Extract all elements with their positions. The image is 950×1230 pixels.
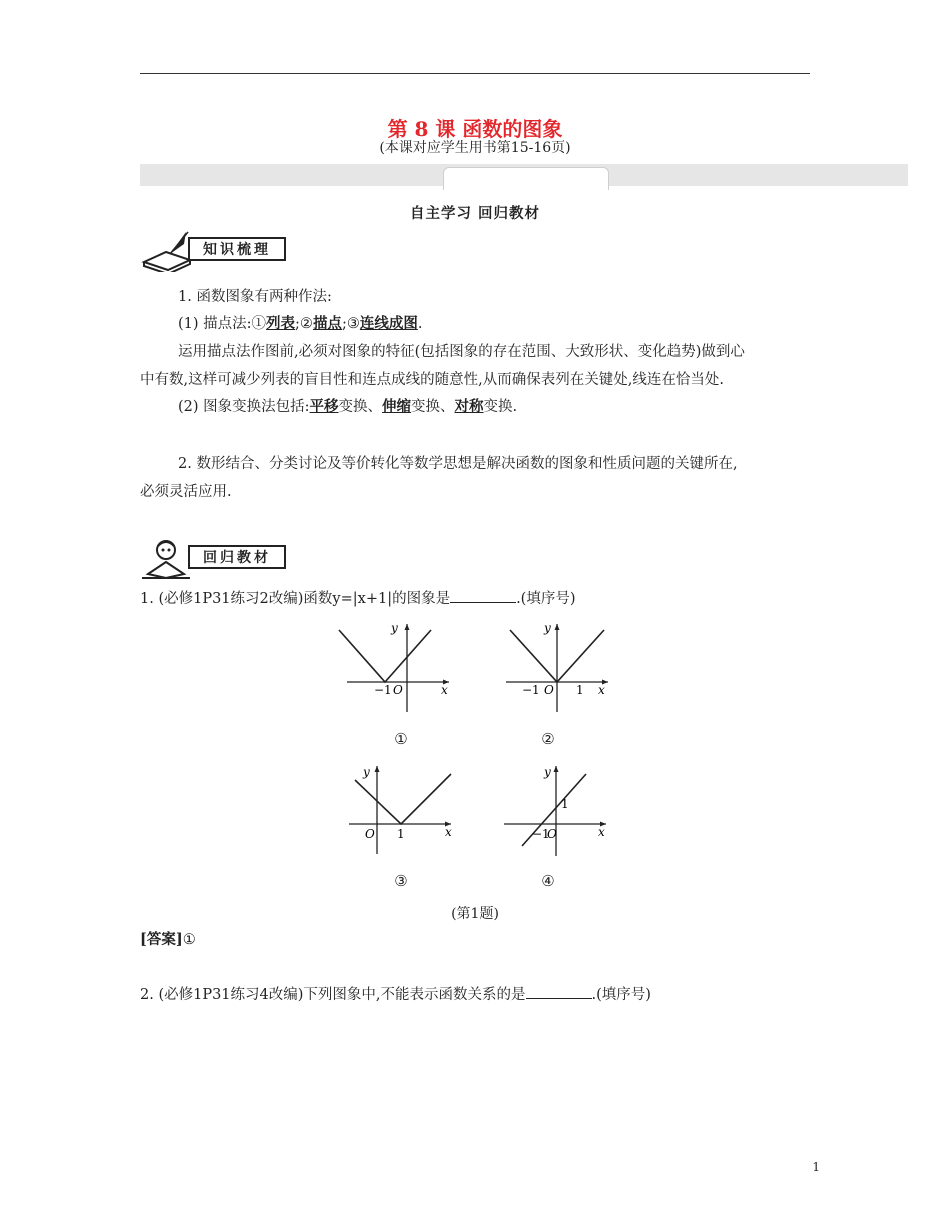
lesson-title: 第 8 课 函数的图象 <box>387 117 563 141</box>
tick-label-1: 1 <box>397 827 405 841</box>
x-label: x <box>441 683 448 697</box>
caption-3: ③ <box>394 872 408 890</box>
knowledge-para-line2: 中有数,这样可减少列表的盲目性和连点成线的随意性,从而确保表列在关键处,线连在恰当处. <box>140 372 724 388</box>
text: ;③ <box>341 316 360 332</box>
knowledge-para-line1: 运用描点法作图前,必须对图象的特征(包括图象的存在范围、大致形状、变化趋势)做到心 <box>178 344 745 360</box>
review-badge-label: 回归教材 <box>188 545 286 569</box>
knowledge-item-1: 1. 函数图象有两种作法: <box>178 289 332 305</box>
knowledge-item-2-line2: 必须灵活应用. <box>140 484 232 500</box>
answer-value: ① <box>182 932 196 948</box>
answer-line <box>140 930 196 950</box>
text: 变换、 <box>338 399 383 415</box>
knowledge-item-1-2 <box>178 397 517 417</box>
question-1-text: 1. (必修1P31练习2改编)函数y=|x+1|的图象是 <box>140 591 451 607</box>
tick-label-neg1: −1 <box>532 827 550 841</box>
lesson-subtitle: (本课对应学生用书第15-16页) <box>379 140 571 156</box>
answer-translate: 平移 <box>309 398 339 415</box>
caption-4: ④ <box>541 872 555 890</box>
knowledge-item-2-line1: 2. 数形结合、分类讨论及等价转化等数学思想是解决函数的图象和性质问题的关键所在, <box>178 456 738 472</box>
text: 变换、 <box>411 399 455 415</box>
figure-caption: (第1题) <box>451 906 499 922</box>
text: 变换. <box>483 399 518 415</box>
text: (2) 图象变换法包括: <box>178 399 310 415</box>
answer-stretch: 伸缩 <box>382 398 412 415</box>
y-label: y <box>544 621 551 635</box>
graph-curve <box>355 774 451 824</box>
top-rule <box>140 73 810 74</box>
question-2 <box>140 985 651 1005</box>
y-label: y <box>363 765 370 779</box>
section-heading: 自主学习 回归教材 <box>409 205 541 222</box>
x-label: x <box>598 683 605 697</box>
graph-2 <box>502 620 622 716</box>
tick-label-neg1: −1 <box>522 683 540 697</box>
graph-curve <box>339 630 431 682</box>
origin-label: O <box>365 827 375 841</box>
tick-label-neg1: −1 <box>374 683 392 697</box>
origin-label: O <box>544 683 554 697</box>
question-2-text: 2. (必修1P31练习4改编)下列图象中,不能表示函数关系的是 <box>140 987 526 1003</box>
answer-plot: 描点 <box>312 315 342 332</box>
tick-label-1: 1 <box>576 683 584 697</box>
answer-list: 列表 <box>266 315 296 332</box>
graph-3 <box>345 762 460 858</box>
answer-blank <box>450 589 516 603</box>
review-badge <box>140 538 290 578</box>
graph-4 <box>500 762 615 858</box>
page-number: 1 <box>812 1160 820 1174</box>
knowledge-badge <box>140 230 290 270</box>
y-label: y <box>544 765 551 779</box>
tick-label-1: 1 <box>561 797 569 811</box>
y-label: y <box>391 621 398 635</box>
x-label: x <box>598 825 605 839</box>
graph-1 <box>335 620 455 716</box>
origin-label: O <box>547 827 557 841</box>
header-tab <box>443 167 609 190</box>
text: . <box>417 316 423 332</box>
answer-blank <box>526 985 592 999</box>
question-1-suffix: .(填序号) <box>516 591 576 607</box>
caption-2: ② <box>541 730 555 748</box>
answer-connect: 连线成图 <box>359 315 418 332</box>
x-label: x <box>445 825 452 839</box>
knowledge-badge-label: 知识梳理 <box>188 237 286 261</box>
caption-1: ① <box>394 730 408 748</box>
question-1 <box>140 589 576 609</box>
text: (1) 描点法:① <box>178 316 267 332</box>
origin-label: O <box>393 683 403 697</box>
question-2-suffix: .(填序号) <box>591 987 651 1003</box>
answer-label: [答案] <box>140 931 183 948</box>
knowledge-item-1-1 <box>178 314 422 334</box>
answer-symmetry: 对称 <box>454 398 484 415</box>
text: ;② <box>295 316 313 332</box>
